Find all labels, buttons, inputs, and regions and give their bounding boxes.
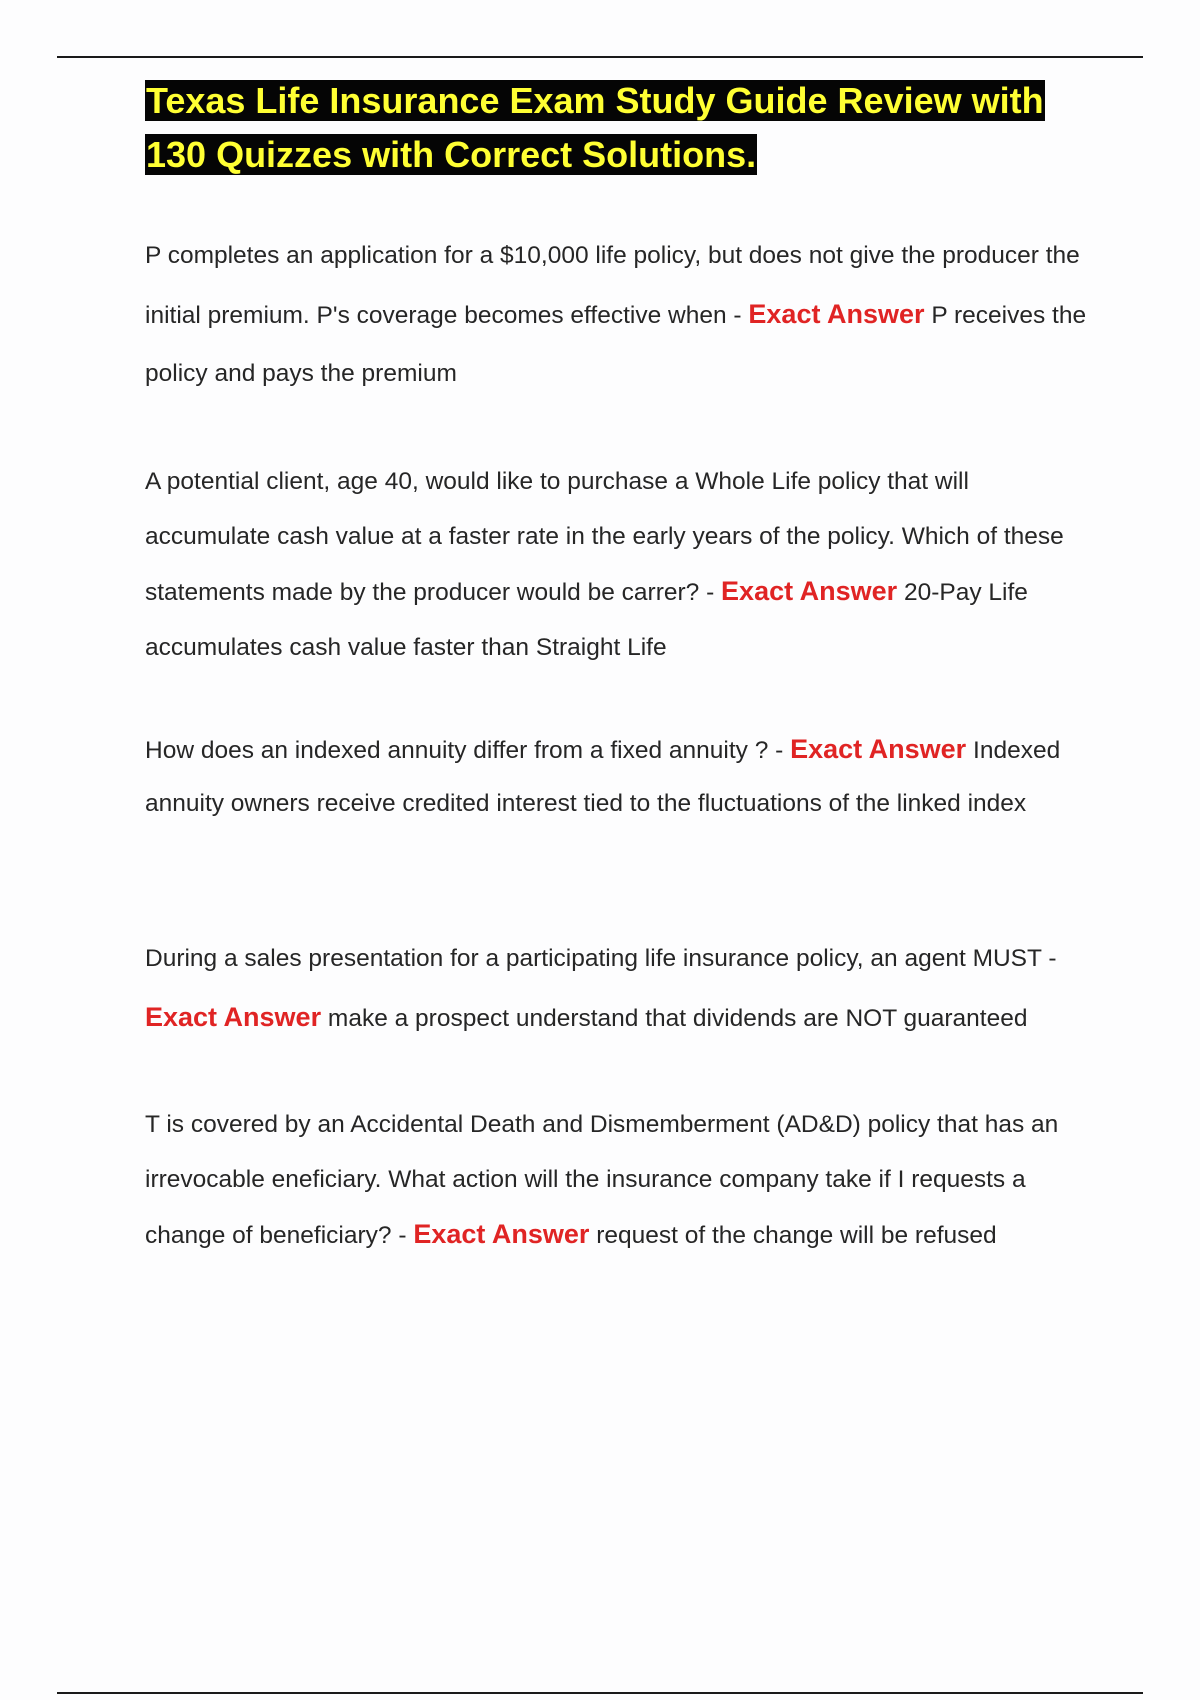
answer-text: request of the change will be refused (596, 1222, 997, 1249)
title-block (145, 74, 1090, 182)
top-rule (57, 56, 1143, 58)
separator: - (391, 1222, 414, 1249)
qa-item (145, 454, 1090, 675)
question-text: T is covered by an Accidental Death and Dismemberment (AD&D) policy that has an irrevocable eneficiary. What action will the insurance company take if I requests a change of beneficiary? (145, 1111, 1059, 1249)
answer-text: Indexed annuity owners receive credited interest tied to the fluctuations of the linked index (145, 737, 1061, 817)
document-title (145, 74, 1090, 182)
answer-label: Exact Answer (145, 1002, 322, 1032)
answer-label: Exact Answer (790, 734, 967, 764)
separator: - (726, 302, 749, 329)
answer-label: Exact Answer (413, 1219, 590, 1249)
answer-text: P receives the policy and pays the premium (145, 302, 1087, 387)
document-title-text: Texas Life Insurance Exam Study Guide Review with 130 Quizzes with Correct Solutions. (146, 80, 1044, 175)
separator: - (699, 579, 722, 606)
bottom-rule (57, 1692, 1143, 1694)
question-text: A potential client, age 40, would like to purchase a Whole Life policy that will accumulate cash value at a faster rate in the early years of the policy. Which of these statements made by the producer would be carrer? (145, 468, 1064, 606)
question-text: During a sales presentation for a participating life insurance policy, an agent MUST (145, 945, 1042, 972)
qa-item (145, 930, 1090, 1048)
qa-item (145, 1097, 1090, 1263)
answer-text: make a prospect understand that dividends are NOT guaranteed (327, 1005, 1028, 1032)
qa-item (145, 723, 1090, 830)
separator: - (768, 737, 791, 764)
separator: - (1041, 945, 1057, 972)
answer-label: Exact Answer (748, 299, 925, 329)
question-text: P completes an application for a $10,000 life policy, but does not give the producer the initial premium. P's coverage becomes effective when (145, 242, 1080, 329)
question-text: How does an indexed annuity differ from a fixed annuity ? (145, 737, 769, 764)
answer-label: Exact Answer (721, 576, 898, 606)
answer-text: 20-Pay Life accumulates cash value faster than Straight Life (145, 579, 1028, 661)
qa-item (145, 227, 1090, 403)
